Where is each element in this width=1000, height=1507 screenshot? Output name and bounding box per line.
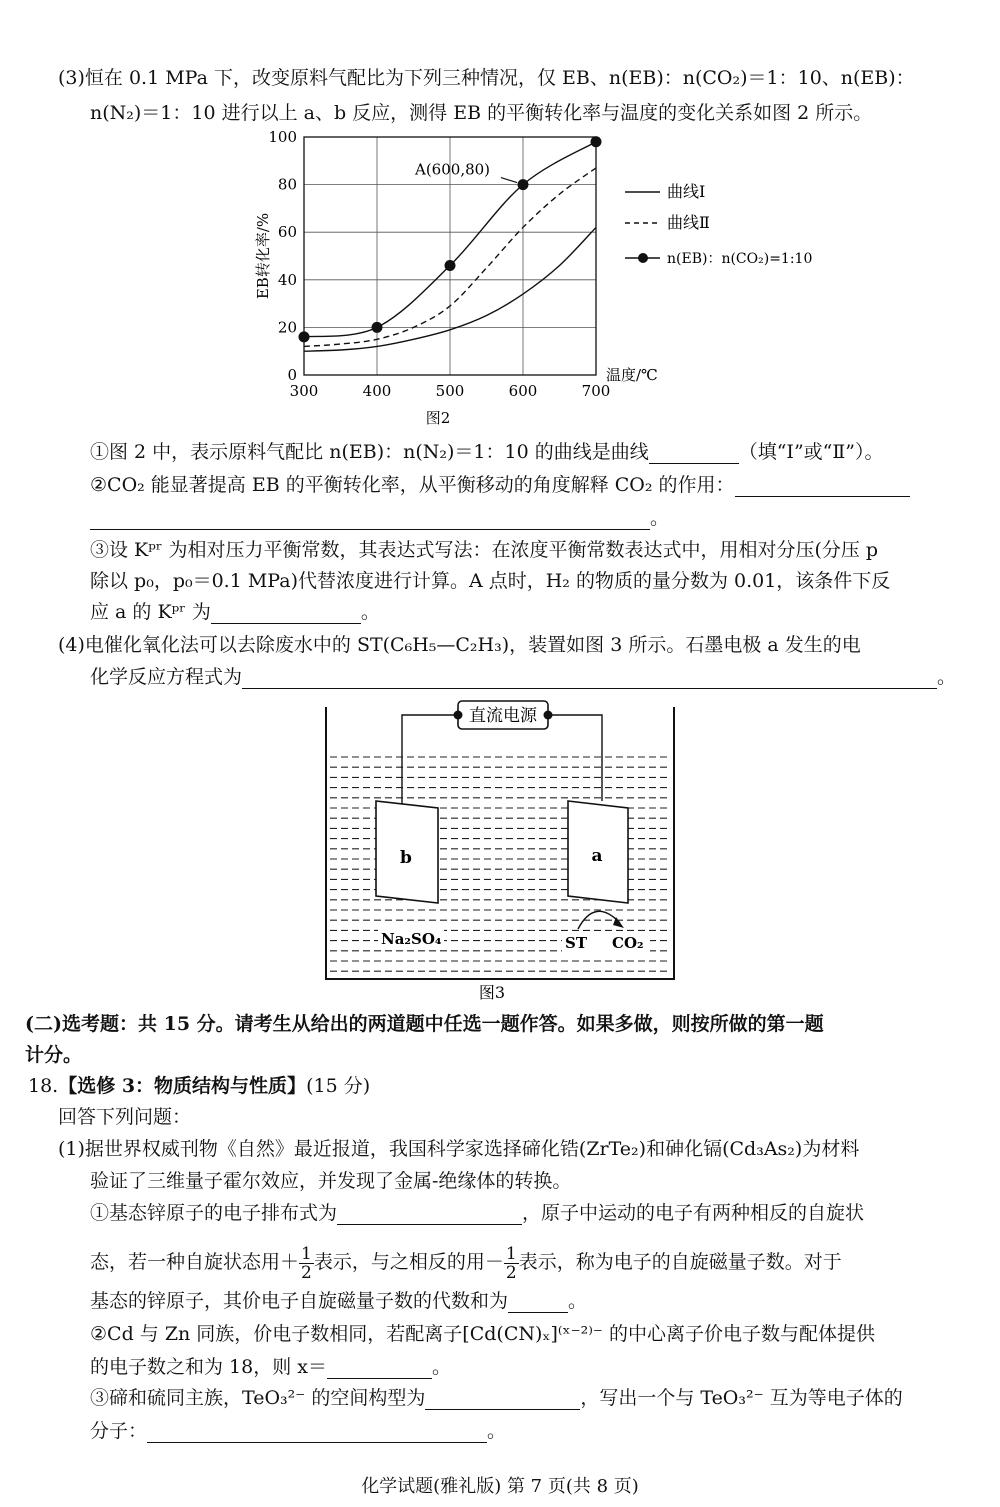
- q18-p1-line2: 验证了三维量子霍尔效应，并发现了金属-绝缘体的转换。: [90, 1170, 572, 1192]
- q3-sub3-text: 应 a 的 Kᵖʳ 为: [90, 601, 211, 623]
- st-label: ST: [565, 934, 587, 952]
- figure3-apparatus: [0, 695, 1000, 1005]
- q18-number: 18.: [28, 1075, 59, 1097]
- co2-label: CO₂: [612, 934, 644, 952]
- q18-s1-text: ①基态锌原子的电子排布式为: [90, 1202, 338, 1224]
- q18-topic: 【选修 3：物质结构与性质】: [58, 1075, 307, 1097]
- q4-line2-text: 化学反应方程式为: [90, 666, 243, 688]
- q18-s2-tail: 。: [431, 1356, 451, 1378]
- q3-sub1: [90, 440, 884, 464]
- q18-s1-line3: [90, 1289, 587, 1313]
- y-tick-label: 80: [277, 175, 297, 194]
- answer-blank-9[interactable]: [147, 1422, 487, 1443]
- legend-label-1: 曲线Ⅰ: [667, 182, 706, 201]
- answer-blank-6[interactable]: [508, 1292, 568, 1313]
- wire-left: [402, 715, 454, 808]
- y-tick-label: 60: [277, 223, 297, 242]
- answer-blank-1[interactable]: [649, 443, 739, 464]
- section2-line1: (二)选考题：共 15 分。请考生从给出的两道题中任选一题作答。如果多做，则按所做的第一题: [25, 1013, 824, 1035]
- y-tick-label: 100: [268, 128, 297, 146]
- fraction-half-1: $\frac{1}{2}$: [301, 1243, 312, 1283]
- power-supply-label: 直流电源: [469, 706, 537, 726]
- power-terminal-left: [454, 711, 463, 720]
- x-tick-label: 500: [435, 382, 465, 400]
- power-terminal-right: [544, 711, 553, 720]
- q18-s3-text: ③碲和硫同主族，TeO₃²⁻ 的空间构型为: [90, 1387, 426, 1409]
- q18-title: [28, 1074, 370, 1098]
- x-tick-label: 600: [508, 382, 538, 400]
- q18-s3-text3: 分子：: [90, 1420, 148, 1442]
- q18-s3-line1: [90, 1386, 903, 1410]
- answer-blank-5[interactable]: [337, 1204, 522, 1225]
- q3-line2: n(N₂)＝1：10 进行以上 a、b 反应，测得 EB 的平衡转化率与温度的变化关系如图 2 所示。: [90, 102, 873, 124]
- q18-p1-line1: (1)据世界权威刊物《自然》最近报道，我国科学家选择碲化锆(ZrTe₂)和砷化镉(Cd₃As₂)为材料: [58, 1138, 860, 1160]
- data-point: [372, 322, 383, 333]
- answer-blank-8[interactable]: [425, 1389, 580, 1410]
- q18-s1-text5: 基态的锌原子，其价电子自旋磁量子数的代数和为: [90, 1290, 509, 1312]
- q18-s2-line1: ②Cd 与 Zn 同族，价电子数相同，若配离子[Cd(CN)ₓ]⁽ˣ⁻²⁾⁻ 的中心离子价电子数与配体提供: [90, 1323, 875, 1345]
- y-tick-label: 20: [277, 318, 297, 337]
- electrode-a-label: a: [591, 846, 603, 866]
- q3-sub3-line3: [90, 600, 380, 624]
- q4-line2-tail: 。: [937, 666, 957, 688]
- figure2-caption: 图2: [425, 409, 451, 425]
- y-axis-label: EB转化率/%: [254, 212, 272, 300]
- q18-score: (15 分): [306, 1075, 371, 1097]
- q18-intro: 回答下列问题：: [58, 1106, 192, 1128]
- x-tick-label: 300: [289, 382, 319, 400]
- q18-s1-tail: ，原子中运动的电子有两种相反的自旋状: [522, 1202, 865, 1224]
- answer-blank-2b[interactable]: [90, 509, 650, 530]
- q18-s2-line2: [90, 1355, 451, 1379]
- q3-sub2-end: 。: [650, 507, 670, 529]
- q18-s2-text: 的电子数之和为 18，则 x＝: [90, 1356, 327, 1378]
- answer-blank-3[interactable]: [211, 603, 361, 624]
- annotation-leader: [501, 178, 517, 183]
- q18-s3-text2: ，写出一个与 TeO₃²⁻ 互为等电子体的: [580, 1387, 903, 1409]
- x-tick-label: 700: [581, 382, 611, 400]
- y-tick-label: 40: [277, 270, 297, 289]
- q3-line1: (3)恒在 0.1 MPa 下，改变原料气配比为下列三种情况，仅 EB、n(EB)：n(CO₂)＝1：10、n(EB)：: [58, 67, 915, 89]
- answer-blank-4[interactable]: [242, 668, 937, 689]
- q3-sub1-text: ①图 2 中，表示原料气配比 n(EB)：n(N₂)＝1：10 的曲线是曲线: [90, 441, 649, 463]
- q18-s1-text3: 表示，与之相反的用－: [313, 1251, 504, 1273]
- section2-line2: 计分。: [25, 1044, 83, 1066]
- q18-s3-tail: 。: [487, 1420, 507, 1442]
- point-a-annotation: A(600,80): [415, 160, 491, 179]
- q3-sub2: [90, 473, 910, 497]
- answer-blank-7[interactable]: [327, 1358, 432, 1379]
- y-tick-label: 0: [287, 366, 297, 384]
- q18-s1-line1: [90, 1201, 864, 1225]
- legend-label-3: n(EB)：n(CO₂)=1:10: [667, 251, 813, 267]
- q18-s1-line2: [90, 1243, 842, 1282]
- q18-s1-tail2: 。: [568, 1290, 588, 1312]
- q3-sub1-tail: （填“Ⅰ”或“Ⅱ”）。: [738, 441, 884, 463]
- q18-s3-line2: [90, 1419, 506, 1443]
- q3-sub3-line2: 除以 p₀，p₀＝0.1 MPa)代替浓度进行计算。A 点时，H₂ 的物质的量分数为 0.01，该条件下反: [90, 570, 891, 592]
- data-point: [591, 136, 602, 147]
- figure3-caption: 图3: [478, 983, 506, 1002]
- q4-line2: [90, 665, 956, 689]
- data-point: [445, 260, 456, 271]
- electrolyte-label: Na₂SO₄: [381, 930, 442, 948]
- legend-label-2: 曲线Ⅱ: [667, 213, 710, 232]
- q3-sub3-tail: 。: [360, 601, 380, 623]
- data-point: [518, 179, 529, 190]
- answer-blank-2[interactable]: [735, 476, 910, 497]
- q4-line1: (4)电催化氧化法可以去除废水中的 ST(C₆H₅—C₂H₃)，装置如图 3 所示。石墨电极 a 发生的电: [58, 634, 861, 656]
- q3-sub2-text: ②CO₂ 能显著提高 EB 的平衡转化率，从平衡移动的角度解释 CO₂ 的作用：: [90, 474, 735, 496]
- fraction-half-2: $\frac{1}{2}$: [505, 1243, 517, 1283]
- figure2-chart: [0, 125, 1000, 425]
- legend-marker: [638, 253, 648, 263]
- x-tick-label: 400: [362, 382, 392, 400]
- q18-s1-text2: 态，若一种自旋状态用＋: [90, 1251, 300, 1273]
- x-axis-label: 温度/℃: [606, 366, 658, 384]
- page-footer: 化学试题(雅礼版) 第 7 页(共 8 页): [361, 1476, 639, 1497]
- electrode-b-label: b: [400, 848, 412, 868]
- q3-sub2-cont: [90, 506, 669, 530]
- data-point: [299, 331, 310, 342]
- q18-s1-text4: 表示，称为电子的自旋磁量子数。对于: [518, 1251, 842, 1273]
- q3-sub3-line1: ③设 Kᵖʳ 为相对压力平衡常数，其表达式写法：在浓度平衡常数表达式中，用相对分压(分压 p: [90, 539, 879, 561]
